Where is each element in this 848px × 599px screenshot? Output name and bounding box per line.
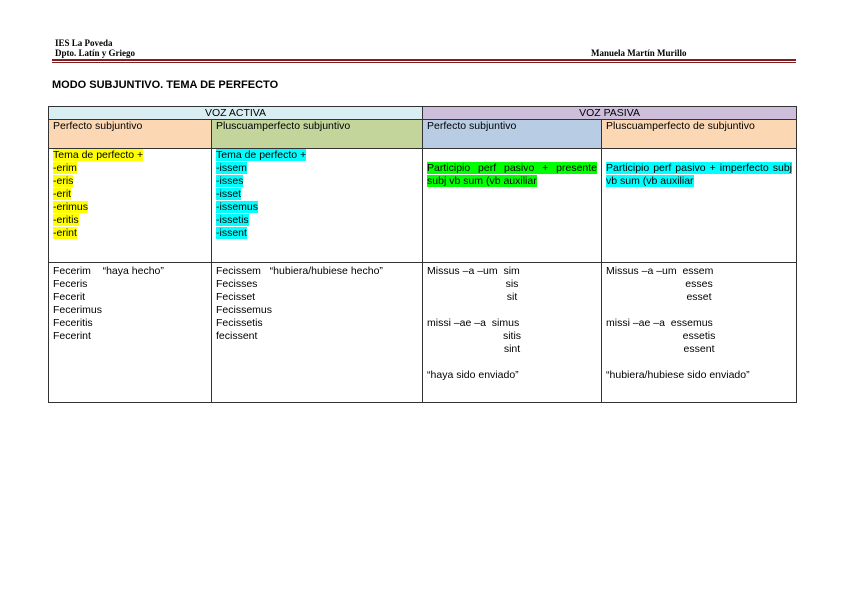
page-header-left (55, 38, 135, 58)
form: Feceritis (53, 317, 93, 329)
ending: -issetis (216, 214, 249, 226)
form: Fecerint (53, 330, 91, 342)
form: missi –ae –a essemus (606, 317, 713, 329)
col2-tema: Tema de perfecto + (216, 149, 307, 161)
ending: -issem (216, 162, 247, 174)
form: sit (506, 291, 518, 303)
form: Fecisset (216, 291, 256, 303)
form: Fecerim “haya hecho” (53, 265, 164, 277)
meaning: “haya sido enviado” (427, 369, 519, 381)
col2-endings-cell (212, 149, 423, 263)
header-rule-thin (52, 62, 796, 63)
form: Fecissemus (216, 304, 273, 316)
col1-forms-cell (49, 263, 212, 403)
ending: -issemus (216, 201, 259, 213)
form: sis (505, 278, 519, 290)
form: essetis (682, 330, 716, 342)
voice-header-row (49, 107, 797, 120)
author-name: Manuela Martín Murillo (591, 48, 687, 58)
ending: -erim (53, 162, 77, 174)
ending: -issent (216, 227, 247, 239)
form: Fecissem “hubiera/hubiese hecho” (216, 265, 383, 277)
col1-header: Perfecto subjuntivo (49, 120, 212, 149)
ending: -erimus (53, 201, 89, 213)
form: missi –ae –a simus (427, 317, 520, 329)
meaning: “hubiera/hubiese sido enviado” (606, 369, 750, 381)
form: essent (683, 343, 715, 355)
col4-rule-cell (602, 149, 797, 263)
col2-forms-cell (212, 263, 423, 403)
ending: -isset (216, 188, 242, 200)
col3-forms-cell (423, 263, 602, 403)
col4-header: Pluscuamperfecto de subjuntivo (602, 120, 797, 149)
form: Fecerit (53, 291, 86, 303)
examples-row (49, 263, 797, 403)
col3-header: Perfecto subjuntivo (423, 120, 602, 149)
form: Fecerimus (53, 304, 103, 316)
ending: -isses (216, 175, 244, 187)
form: Missus –a –um sim (427, 265, 520, 277)
header-rule (52, 59, 796, 61)
col2-header: Pluscuamperfecto subjuntivo (212, 120, 423, 149)
ending: -erint (53, 227, 77, 239)
subjunctive-table (48, 106, 797, 403)
form: fecissent (216, 330, 258, 342)
col3-rule-cell (423, 149, 602, 263)
department-name: Dpto. Latín y Griego (55, 48, 135, 58)
voz-activa-header: VOZ ACTIVA (49, 107, 423, 120)
form: Missus –a –um essem (606, 265, 714, 277)
endings-row (49, 149, 797, 263)
form: Fecissetis (216, 317, 263, 329)
tense-header-row (49, 120, 797, 149)
form: sitis (502, 330, 522, 342)
col1-tema: Tema de perfecto + (53, 149, 144, 161)
form: sint (503, 343, 521, 355)
ending: -eris (53, 175, 74, 187)
page-title: MODO SUBJUNTIVO. TEMA DE PERFECTO (52, 79, 279, 91)
voz-pasiva-header: VOZ PASIVA (423, 107, 797, 120)
col4-rule: Participio perf pasivo + imperfecto subj vb sum (vb auxiliar (606, 162, 793, 187)
ending: -eritis (53, 214, 79, 226)
form: Feceris (53, 278, 88, 290)
form: esset (686, 291, 712, 303)
col1-endings-cell (49, 149, 212, 263)
ending: -erit (53, 188, 72, 200)
col4-forms-cell (602, 263, 797, 403)
form: esses (685, 278, 713, 290)
form: Fecisses (216, 278, 258, 290)
col3-rule: Participio perf pasivo + presente subj vb sum (vb auxiliar (427, 162, 598, 187)
school-name: IES La Poveda (55, 38, 113, 48)
